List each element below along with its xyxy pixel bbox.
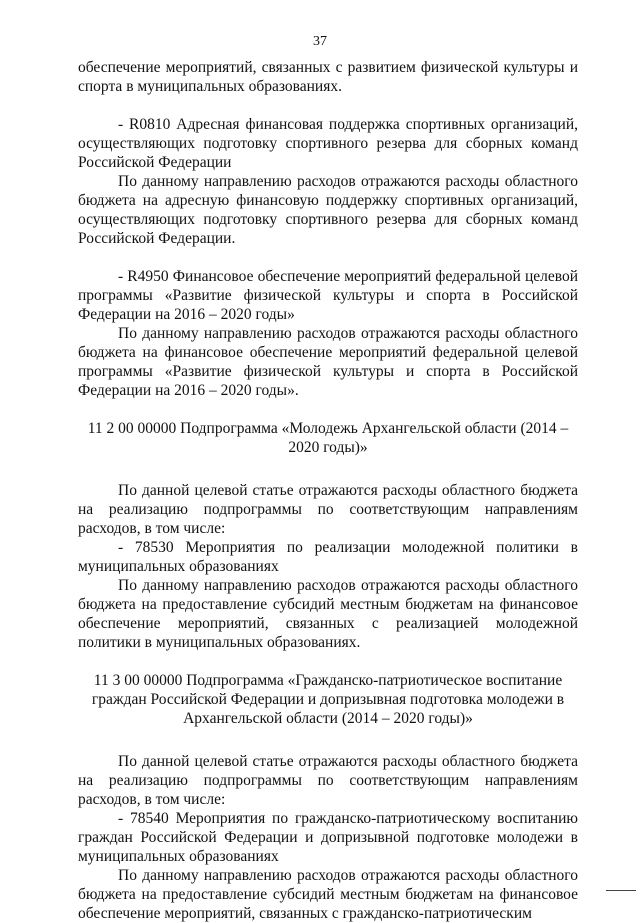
spacer [78,248,578,267]
paragraph: По данной целевой статье отражаются расходы областного бюджета на реализацию подпрограммы по соответствующим направлениям расходов, в том числе: [78,482,578,537]
page-number: 37 [313,34,327,49]
section-heading: 11 3 00 00000 Подпрограмма «Гражданско-патриотическое воспитание граждан Российской Федерации и допризывная подготовка молодежи в Архангельской области (2014 – 2020 годы)» [91,672,565,727]
paragraph: - 78540 Мероприятия по гражданско-патриотическому воспитанию граждан Российской Федерации и допризывной подготовке молодежи в муниципальных образованиях [78,810,578,865]
section-heading: 11 2 00 00000 Подпрограмма «Молодежь Архангельской области (2014 – 2020 годы)» [87,420,569,456]
spacer [78,400,578,419]
spacer [78,728,578,752]
paragraph: По данному направлению расходов отражаются расходы областного бюджета на предоставление субсидий местным бюджетам на финансовое обеспечение мероприятий, связанных с гражданско-патриотическим [78,867,578,922]
document-body [78,58,578,923]
paragraph: По данному направлению расходов отражаются расходы областного бюджета на финансовое обеспечение мероприятий федеральной целевой программы «Развитие физической культуры и спорта в Российской Федерации на 2016 – 2020 годы». [78,325,578,399]
paragraph: обеспечение мероприятий, связанных с развитием физической культуры и спорта в муниципальных образованиях. [78,59,578,95]
paragraph: - R0810 Адресная финансовая поддержка спортивных организаций, осуществляющих подготовку спортивного резерва для сборных команд Российской Федерации [78,116,578,171]
spacer [78,457,578,481]
paragraph: - R4950 Финансовое обеспечение мероприятий федеральной целевой программы «Развитие физической культуры и спорта в Российской Федерации на 2016 – 2020 годы» [78,268,578,323]
paragraph: По данному направлению расходов отражаются расходы областного бюджета на адресную финансовую поддержку спортивных организаций, осуществляющих подготовку спортивного резерва для сборных команд Российской Федерации. [78,173,578,247]
corner-mark [606,890,636,891]
spacer [78,96,578,115]
paragraph: По данному направлению расходов отражаются расходы областного бюджета на предоставление субсидий местным бюджетам на финансовое обеспечение мероприятий, связанных с реализацией молодежной политики в муниципальных образованиях. [78,577,578,651]
spacer [78,652,578,671]
paragraph: - 78530 Мероприятия по реализации молодежной политики в муниципальных образованиях [78,539,578,575]
paragraph: По данной целевой статье отражаются расходы областного бюджета на реализацию подпрограммы по соответствующим направлениям расходов, в том числе: [78,753,578,808]
